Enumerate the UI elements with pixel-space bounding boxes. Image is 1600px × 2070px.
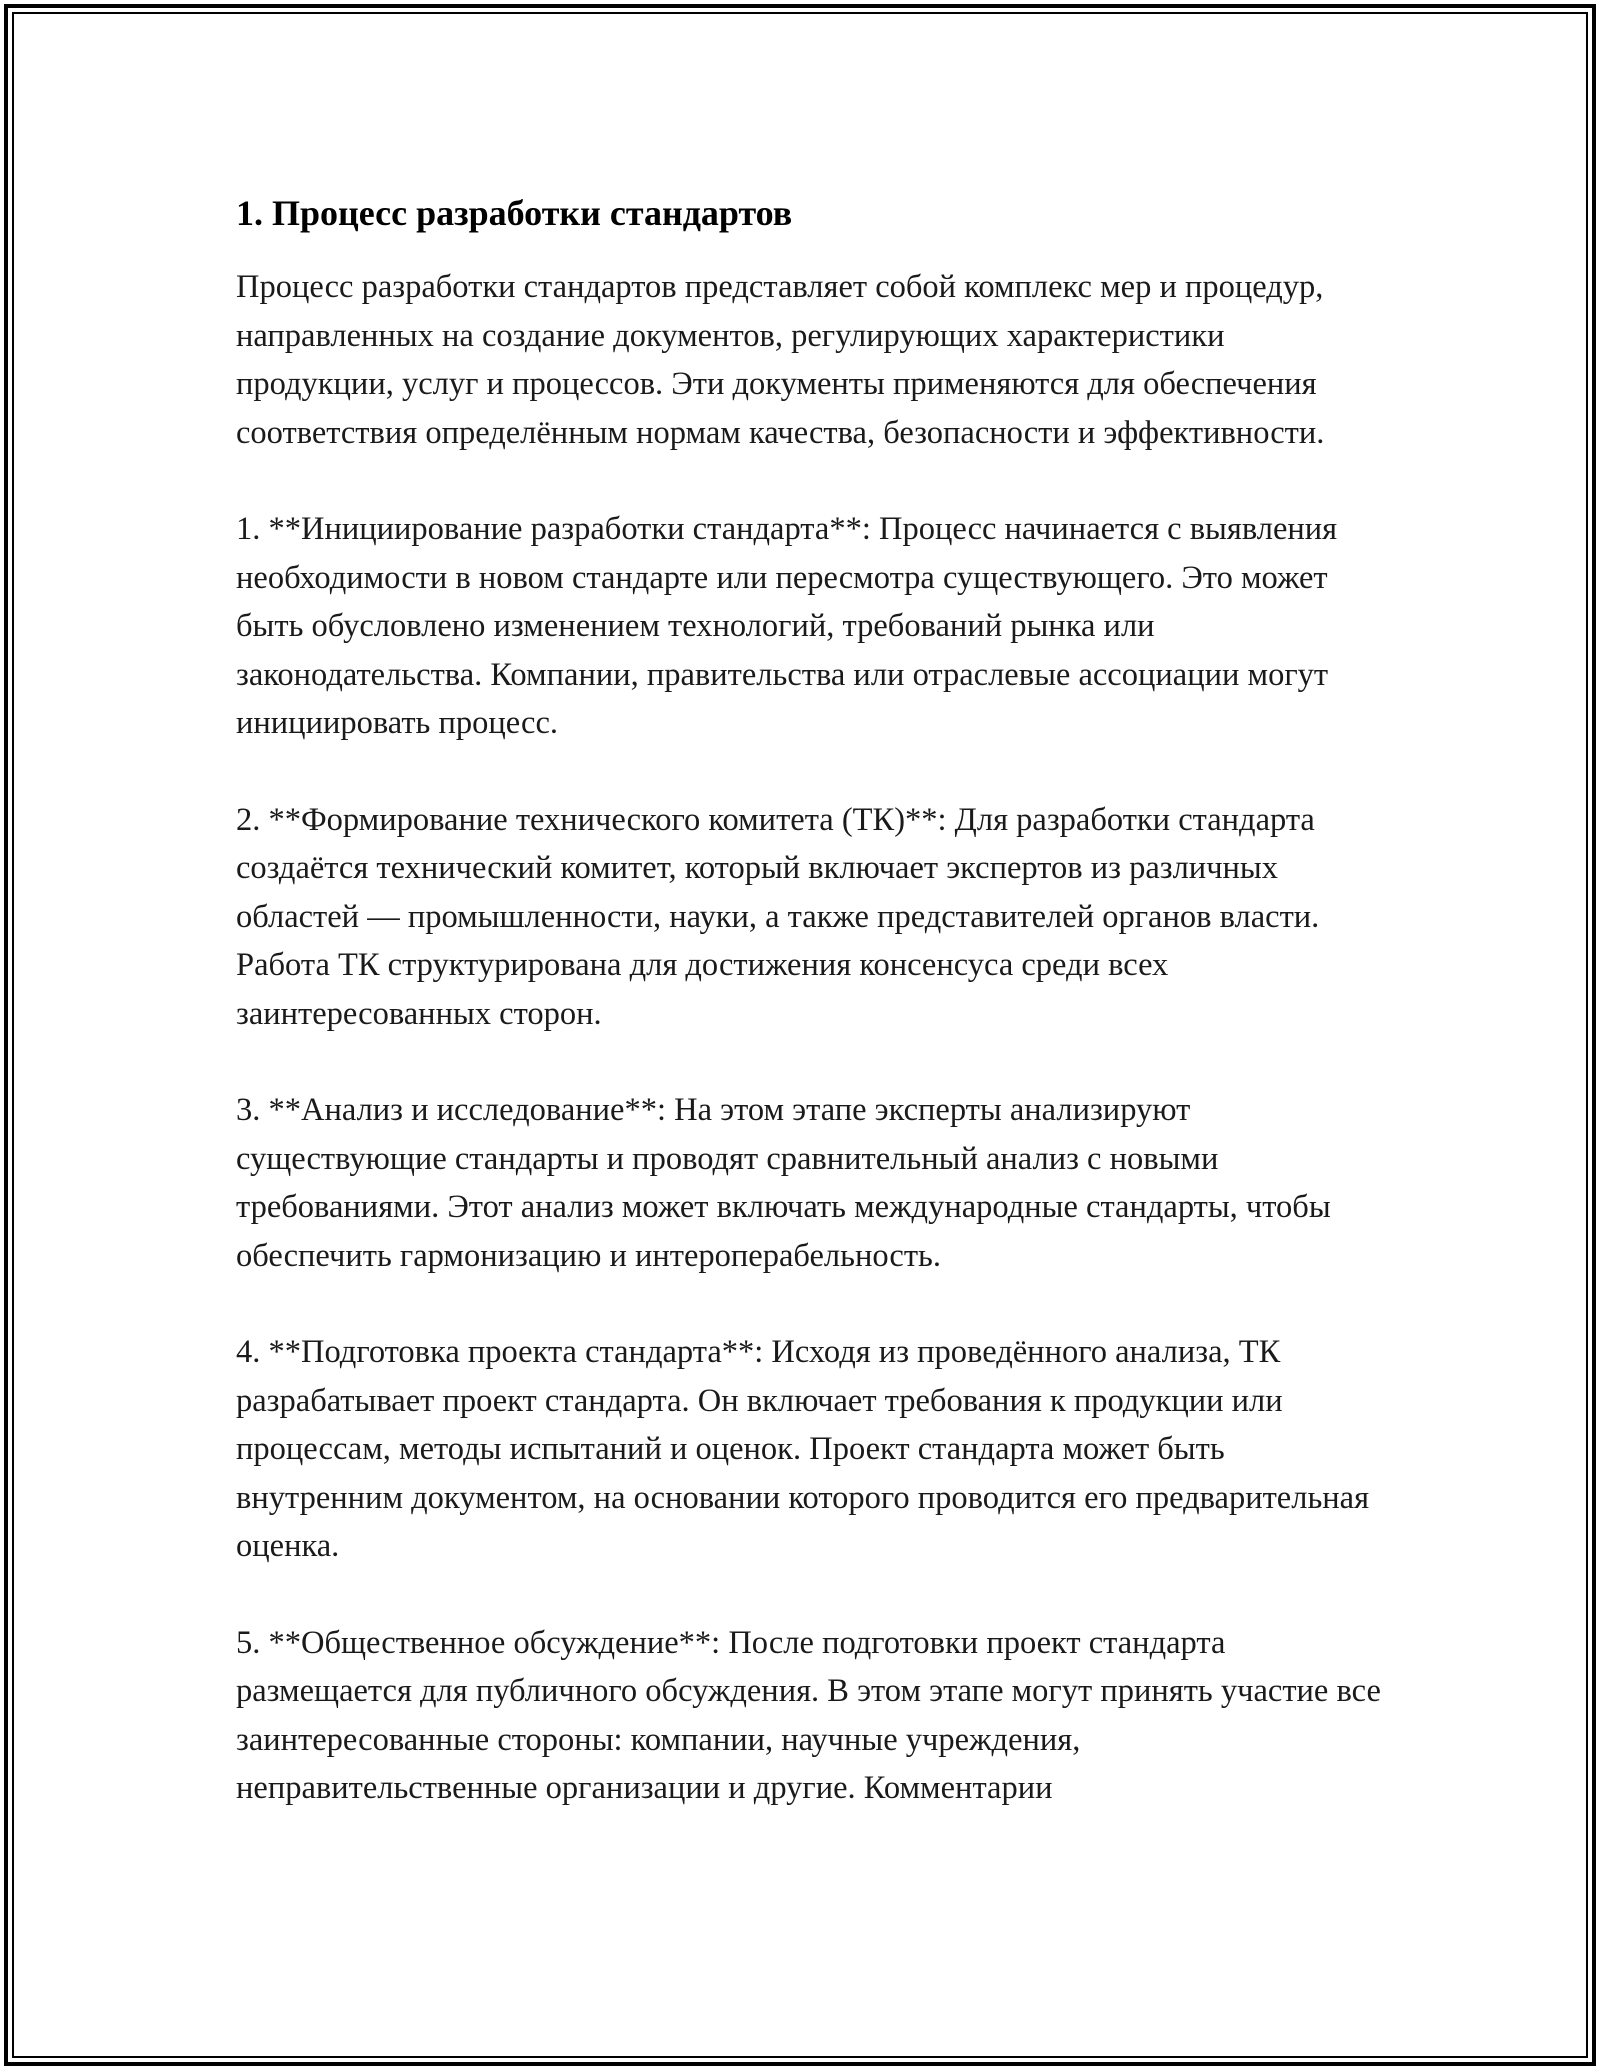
intro-paragraph: Процесс разработки стандартов представляет собой комплекс мер и процедур, направленных на создание документов, регулирующих характеристики продукции, услуг и процессов. Эти документы применяются для обеспечения соответствия определённым нормам качества, безопасности и эффективности. xyxy=(236,269,1325,451)
step-5-paragraph: 5. **Общественное обсуждение**: После подготовки проект стандарта размещается для публичного обсуждения. В этом этапе могут принять участие все заинтересованные стороны: компании, научные учреждения, неправительственные организации и другие. Комментарии xyxy=(236,1624,1381,1806)
step-2-paragraph: 2. **Формирование технического комитета (ТК)**: Для разработки стандарта создаётся технический комитет, который включает экспертов из различных областей — промышленности, науки, а также представителей органов власти. Работа ТК структурирована для достижения консенсуса среди всех заинтересованных сторон. xyxy=(236,801,1320,1032)
step-1-paragraph: 1. **Инициирование разработки стандарта**: Процесс начинается с выявления необходимости в новом стандарте или пересмотра существующего. Это может быть обусловлено изменением технологий, требований рынка или законодательства. Компании, правительства или отраслевые ассоциации могут инициировать процесс. xyxy=(236,511,1338,741)
step-4-paragraph: 4. **Подготовка проекта стандарта**: Исходя из проведённого анализа, ТК разрабатывает проект стандарта. Он включает требования к продукции или процессам, методы испытаний и оценок. Проект стандарта может быть внутренним документом, на основании которого проводится его предварительная оценка. xyxy=(236,1334,1370,1564)
section-heading: 1. Процесс разработки стандартов xyxy=(236,193,793,233)
document-body xyxy=(236,185,1386,1813)
step-3-paragraph: 3. **Анализ и исследование**: На этом этапе эксперты анализируют существующие стандарты и проводят сравнительный анализ с новыми требованиями. Этот анализ может включать международные стандарты, чтобы обеспечить гармонизацию и интероперабельность. xyxy=(236,1092,1331,1274)
